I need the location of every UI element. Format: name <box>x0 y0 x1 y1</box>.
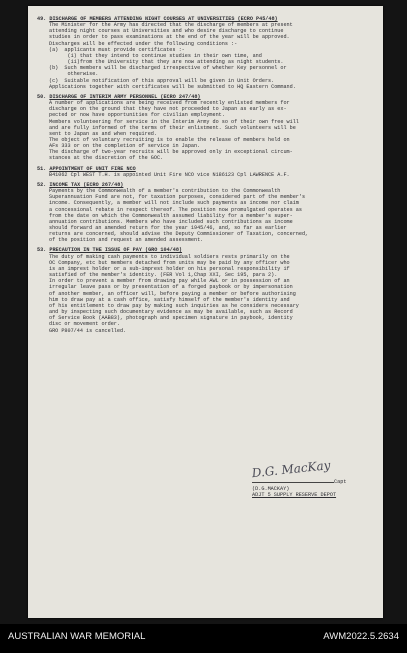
paragraph-text-line: (a) applicants must provide certificates :- <box>49 46 185 53</box>
signature-name: (D.G.MACKAY) <box>252 485 290 492</box>
paragraph-text-line: Payments by the Commonwealth of a member's contribution to the Commonwealth <box>49 188 281 195</box>
paragraph-text-line: him to draw pay at a cash office, satisfy himself of the member's identity and <box>49 296 290 303</box>
paragraph-text-line: The object of voluntary recruiting is to enable the release of members held on <box>49 136 290 143</box>
order-paragraph <box>37 94 371 162</box>
paragraph-text-line: (b) Such members will be discharged irrespective of whether Key personnel or <box>49 65 287 72</box>
paragraph-text-line: satisfied of the member's identity. (FER Vol 1,Chap XXI, Sec 195, para 2). <box>49 272 278 279</box>
handwritten-signature: D.G. MacKay <box>251 458 332 481</box>
order-paragraph <box>37 166 371 178</box>
paragraph-text-line: AFs 333 or on the completion of service in Japan. <box>49 143 201 150</box>
paragraph-text-line: is an imprest holder or a sub-imprest holder on his personal responsibility if <box>49 265 290 272</box>
paragraph-text-line: (ii)from the University that they are now attending as night students. <box>49 59 284 66</box>
paragraph-text-line: should forward an amended return for the year 1945/46, and, so far as earlier <box>49 225 287 231</box>
paragraph-text-line: Applications together with certificates will be submitted to HQ Eastern Command. <box>49 83 296 90</box>
paragraph-text-line: (c) Suitable notification of this approval will be given in Unit Orders. <box>49 77 275 84</box>
order-paragraph <box>37 16 371 90</box>
order-paragraph <box>37 247 371 333</box>
paragraph-text-line: of another member, an officer will, before paying a member or before authorising <box>49 290 296 297</box>
paragraph-heading: PRECAUTION IN THE ISSUE OF PAY (GRO 104/48) <box>49 247 183 254</box>
paragraph-number: 52. <box>37 181 47 188</box>
paragraph-text-line: and by inspecting such documentary evidence as may be available, such as Record <box>49 309 293 316</box>
paragraph-text-line: irregular leave pass or by presentation of a forged paybook or by impersonation <box>49 284 293 291</box>
paragraph-text-line: sent to Japan as and when required. <box>49 130 157 137</box>
paragraph-heading: APPOINTMENT OF UNIT FIRE NCO <box>49 165 136 172</box>
footer-bar <box>0 624 407 653</box>
paragraph-text-line: In order to prevent a member from drawing pay while AWL or in possession of an <box>49 278 290 285</box>
paragraph-heading: DISCHARGE OF INTERIM ARMY PERSONNEL (ECRO 247/48) <box>49 93 201 100</box>
paragraph-text-line: annuation contributions. Members who have included such contributions as income <box>49 218 293 225</box>
paragraph-text-line: A number of applications are being received from recently enlisted members for <box>49 100 290 107</box>
signature-title: ADJT 5 SUPPLY RESERVE DEPOT <box>252 492 337 499</box>
document-page <box>28 6 383 618</box>
paragraph-text-line: The duty of making cash payments to individual soldiers rests primarily on the <box>49 253 290 260</box>
paragraph-text-line: otherwise. <box>49 71 99 78</box>
paragraph-text-line: The Minister for the Army has directed that the discharge of members at present <box>49 22 293 29</box>
paragraph-text-line: GRO P807/44 is cancelled. <box>49 327 127 334</box>
paragraph-text-line: OC Company, etc but members detached from units may be paid by any officer who <box>49 259 290 266</box>
footer-accession-number: AWM2022.5.2634 <box>323 631 399 642</box>
footer-institution: AUSTRALIAN WAR MEMORIAL <box>8 631 146 642</box>
paragraph-number: 51. <box>37 165 47 172</box>
paragraph-text-line: and are fully informed of the terms of their enlistment. Such volunteers will be <box>49 124 296 131</box>
paragraph-text-line: of his entitlement to draw pay by making such inquiries as he considers necessary <box>49 302 299 309</box>
signature-block <box>251 458 372 499</box>
paragraph-text-line: discharge on the ground that they have not proceeded to Japan as early as ex- <box>49 106 287 113</box>
paragraph-text-line: B41062 Cpl WEST T.H. is appointed Unit Fire NCO vice N186123 Cpl LAWRENCE A.F. <box>49 171 290 178</box>
paragraph-text-line: from the date on which the Commonwealth assumed liability for a member's super- <box>49 212 293 219</box>
paragraph-text-line: income. Consequently, a member will not include such payments as income nor claim <box>49 200 299 207</box>
paragraph-text-line: of Service Book (AAB83), photograph and specimen signature in paybook, identity <box>49 315 293 322</box>
paragraph-text-line: Superannuation Fund are not, for taxation purposes, considered part of the member's <box>49 194 306 201</box>
paragraph-heading: INCOME TAX (ECRO 267/48) <box>49 181 124 188</box>
paragraph-heading: DISCHARGE OF MEMBERS ATTENDING NIGHT COURSES AT UNIVERSITIES (ECRO P45/48) <box>49 16 278 22</box>
paragraph-text-line: Members volunteering for service in the Interim Army do so of their own free will <box>49 118 299 125</box>
paragraph-text-line: The discharge of two-year recruits will be approved only in exceptional circum- <box>49 149 293 156</box>
paragraph-text-line: (i) that they intend to continue studies in their own time, and <box>49 52 262 59</box>
paragraph-number: 50. <box>37 93 47 100</box>
paragraph-text-line: of the position and request an amended assessment. <box>49 237 204 244</box>
paragraph-text-line: studies in order to pass examinations at the end of the year will be approved. <box>49 34 290 41</box>
order-paragraph <box>37 182 371 244</box>
paragraph-number: 53. <box>37 247 47 254</box>
paragraph-text-line: a concessional rebate in respect thereof. The position now promulgated operates as <box>49 206 302 213</box>
signature-rank: Capt <box>334 479 347 485</box>
document-body <box>37 16 371 338</box>
paragraph-text-line: stances at the discretion of the GOC. <box>49 155 164 162</box>
paragraph-number: 49. <box>37 16 47 22</box>
paragraph-text-line: Discharges will be effected under the following conditions :- <box>49 40 238 47</box>
paragraph-text-line: attending night courses at Universities and who desire discharge to continue <box>49 28 284 35</box>
paragraph-text-line: returns are concerned, should advise the Deputy Commissioner of Taxation, concerned, <box>49 231 309 238</box>
paragraph-text-line: pected or now have opportunities for civilian employment. <box>49 112 225 119</box>
paragraph-text-line: disc or movement order. <box>49 321 120 328</box>
